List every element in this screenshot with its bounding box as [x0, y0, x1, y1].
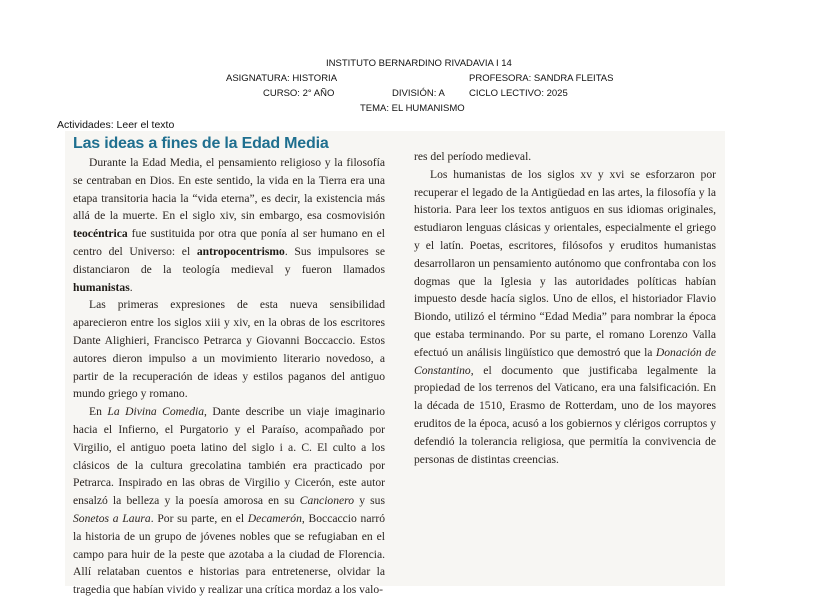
p1-text-a: Durante la Edad Media, el pensamiento religioso y la filosofía se centraban en Dios. En este sentido, la vida en la Tierra era una etapa transitoria hacia la “vida eterna”, es decir, la existencia más allá de la muerte. En el siglo xiv, sin embargo, esa cosmovisión	[73, 156, 385, 223]
title-cancionero: Cancionero	[299, 494, 355, 508]
p3-text-b: , Dante describe un viaje imaginario hacia el Infierno, el Purgatorio y el Paraíso, acompañado por Virgilio, el antiguo poeta latino del siglo i a. C. El culto a los clásicos de la cultura grecolatina también era practicado por Petrarca. Inspirado en las obras de Virgilio y Cicerón, este autor ensalzó la belleza y la poesía amorosa en su	[73, 405, 385, 508]
paragraph-4: res del período medieval.	[414, 150, 532, 163]
p5-text-a: Los humanistas de los siglos xv y xvi se esforzaron por recuperar el legado de la Antigüedad en las artes, la filosofía y la historia. Para leer los textos antiguos en sus idiomas originales, estudiaron lenguas clásicas y orientales, especialmente el griego y el latín. Poetas, escritores, filósofos y eruditos humanistas desarrollaron un pensamiento autónomo que confrontaba con los dogmas que la Iglesia y las autoridades políticas habían impuesto desde hacía siglos. Uno de ellos, el historiador Flavio Biondo, utilizó el término “Edad Media” para nombrar la época que estaba terminando. Por su parte, el romano Lorenzo Valla efectuó un análisis lingüístico que demostró que la	[414, 167, 716, 359]
p1-text-e: .	[129, 280, 133, 294]
text-column-left	[73, 154, 385, 599]
paragraph-1	[73, 154, 385, 296]
term-teocentrica: teocéntrica	[73, 227, 128, 241]
paragraph-5	[414, 166, 716, 469]
title-sonetos-a-laura: Sonetos a Laura	[73, 511, 151, 525]
article-title: Las ideas a fines de la Edad Media	[73, 135, 329, 152]
institute-name: INSTITUTO BERNARDINO RIVADAVIA I 14	[326, 58, 512, 69]
p3-text-e: , Boccaccio narró la historia de un grupo de jóvenes nobles que se refugiaban en el campo para huir de la peste que azotaba a la ciudad de Florencia. Allí relataban cuentos e historias para entretenerse, olvidar la tragedia que habían vivido y realizar una crítica mordaz a los valo-	[73, 511, 385, 597]
paragraph-3	[73, 403, 385, 599]
p3-text-c: y sus	[354, 494, 385, 508]
paragraph-2: Las primeras expresiones de esta nueva sensibilidad aparecieron entre los siglos xiii y xiv, en la obras de los escritores Dante Alighieri, Francisco Petrarca y Giovanni Boccaccio. Estos autores dieron impulso a un movimiento literario novedoso, a partir de la recuperación de ideas y estilos paganos del antiguo mundo griego y romano.	[73, 298, 385, 401]
title-decameron: Decamerón	[247, 511, 302, 525]
topic-label: TEMA: EL HUMANISMO	[360, 103, 465, 114]
division-label: DIVISIÓN: A	[392, 88, 445, 99]
scanned-textbook-page	[65, 131, 725, 597]
p5-text-b: , el documento que justificaba legalmente la propiedad de los terrenos del Vaticano, era una falsificación. En la década de 1510, Erasmo de Rotterdam, uno de los mayores eruditos de la época, acusó a los gobiernos y clérigos corruptos y defendió la tolerancia religiosa, que permitía la convivencia de personas de distintas creencias.	[414, 363, 716, 466]
course-label: CURSO: 2° AÑO	[263, 88, 335, 99]
term-humanistas: humanistas	[73, 280, 130, 294]
text-column-right	[414, 148, 716, 468]
cycle-label: CICLO LECTIVO: 2025	[469, 88, 568, 99]
term-antropocentrismo: antropocentrismo	[196, 244, 285, 258]
subject-label: ASIGNATURA: HISTORIA	[226, 73, 338, 84]
activities-instruction: Actividades: Leer el texto	[57, 119, 175, 131]
p1-text-d: . Sus impulsores se distanciaron de la teología medieval y fueron llamados	[73, 244, 385, 276]
title-donacion-de-constantino: Donación de Constantino	[414, 345, 716, 377]
p1-text-c: fue sustituida por otra que ponía al ser humano en el centro del Universo: el	[73, 227, 385, 258]
title-divina-comedia: La Divina Comedia	[107, 405, 205, 419]
p3-text-a: En	[89, 405, 108, 419]
p3-text-d: . Por su parte, en el	[150, 511, 248, 525]
teacher-label: PROFESORA: SANDRA FLEITAS	[469, 73, 614, 84]
